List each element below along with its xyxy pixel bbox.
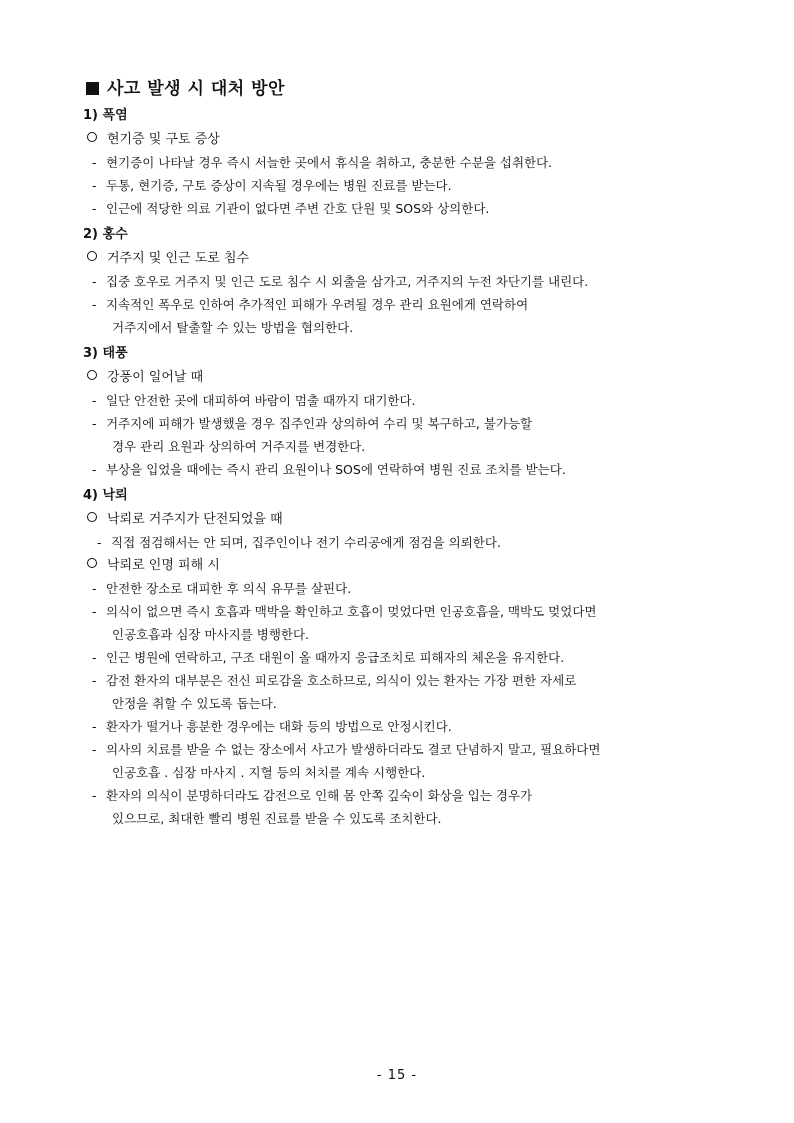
black-square-bullet-icon [86, 82, 99, 95]
item-text: 두통, 현기증, 구토 증상이 지속될 경우에는 병원 진료를 받는다. [106, 178, 452, 193]
item-text: 안전한 장소로 대피한 후 의식 유무를 살핀다. [106, 581, 352, 596]
dash-bullet: - [92, 201, 97, 216]
item-text: 직접 점검해서는 안 되며, 집주인이나 전기 수리공에게 점검을 의뢰한다. [111, 535, 501, 550]
item-text: 거주지에 피해가 발생했을 경우 집주인과 상의하여 수리 및 복구하고, 불가능할 [106, 416, 533, 431]
list-item [82, 715, 732, 738]
item-text: 환자가 떨거나 흥분한 경우에는 대화 등의 방법으로 안정시킨다. [106, 719, 452, 734]
list-item [82, 270, 732, 293]
topic-heading [82, 128, 732, 151]
section-title: 1) 폭염 [83, 108, 128, 123]
item-text-continuation: 거주지에서 탈출할 수 있는 방법을 협의한다. [112, 320, 354, 335]
item-text: 현기증이 나타날 경우 즉시 서늘한 곳에서 휴식을 취하고, 충분한 수분을 섭취한다. [106, 155, 553, 170]
item-text: 의사의 치료를 받을 수 없는 장소에서 사고가 발생하더라도 결코 단념하지 말고, 필요하다면 [106, 742, 601, 757]
dash-bullet: - [92, 297, 97, 312]
list-item [82, 458, 732, 481]
list-item [82, 197, 732, 220]
topic-label: 강풍이 일어날 때 [107, 370, 204, 385]
item-text-continuation: 인공호흡 . 심장 마사지 . 지혈 등의 처치를 계속 시행한다. [112, 765, 426, 780]
dash-bullet: - [92, 719, 97, 734]
topic-label: 현기증 및 구토 증상 [107, 132, 220, 147]
item-text: 감전 환자의 대부분은 전신 피로감을 호소하므로, 의식이 있는 환자는 가장 편한 자세로 [106, 673, 577, 688]
list-item [82, 646, 732, 669]
list-item [82, 600, 732, 646]
item-text-continuation: 있으므로, 최대한 빨리 병원 진료를 받을 수 있도록 조치한다. [112, 811, 442, 826]
topic-label: 낙뢰로 거주지가 단전되었을 때 [107, 512, 283, 527]
circle-bullet-icon [87, 251, 97, 261]
dash-bullet: - [92, 462, 97, 477]
list-item [82, 577, 732, 600]
section-title: 3) 태풍 [83, 346, 128, 361]
item-text-continuation: 안정을 취할 수 있도록 돕는다. [112, 696, 277, 711]
dash-bullet: - [92, 581, 97, 596]
disaster-section [82, 484, 732, 830]
dash-bullet: - [92, 274, 97, 289]
dash-bullet: - [92, 742, 97, 757]
disaster-section [82, 223, 732, 339]
list-item [82, 151, 732, 174]
dash-bullet: - [92, 788, 97, 803]
item-text: 환자의 의식이 분명하더라도 감전으로 인해 몸 안쪽 깊숙이 화상을 입는 경우가 [106, 788, 533, 803]
list-item [82, 738, 732, 784]
section-title: 2) 홍수 [83, 227, 128, 242]
item-text-continuation: 인공호흡과 심장 마사지를 병행한다. [112, 627, 310, 642]
item-text: 일단 안전한 곳에 대피하여 바람이 멈출 때까지 대기한다. [106, 393, 416, 408]
section-heading [86, 74, 285, 99]
list-item [82, 531, 732, 554]
list-item [82, 293, 732, 339]
topic-heading [82, 366, 732, 389]
disaster-section [82, 104, 732, 220]
item-text: 인근에 적당한 의료 기관이 없다면 주변 간호 단원 및 SOS와 상의한다. [106, 201, 490, 216]
dash-bullet: - [97, 535, 102, 550]
section-title: 4) 낙뢰 [83, 488, 128, 503]
disaster-section [82, 342, 732, 481]
item-text-continuation: 경우 관리 요원과 상의하여 거주지를 변경한다. [112, 439, 366, 454]
topic-heading [82, 554, 732, 577]
list-item [82, 389, 732, 412]
list-item [82, 174, 732, 197]
circle-bullet-icon [87, 558, 97, 568]
dash-bullet: - [92, 155, 97, 170]
topic-label: 거주지 및 인근 도로 침수 [107, 251, 250, 266]
topic-label: 낙뢰로 인명 피해 시 [107, 558, 220, 573]
circle-bullet-icon [87, 512, 97, 522]
page-number: - 15 - [376, 1068, 418, 1083]
dash-bullet: - [92, 604, 97, 619]
list-item [82, 669, 732, 715]
item-text: 부상을 입었을 때에는 즉시 관리 요원이나 SOS에 연락하여 병원 진료 조치를 받는다. [106, 462, 566, 477]
circle-bullet-icon [87, 132, 97, 142]
list-item [82, 784, 732, 830]
topic-heading [82, 508, 732, 531]
item-text: 의식이 없으면 즉시 호흡과 맥박을 확인하고 호흡이 멎었다면 인공호흡을, 맥박도 멎었다면 [106, 604, 597, 619]
dash-bullet: - [92, 416, 97, 431]
heading-text: 사고 발생 시 대처 방안 [107, 79, 285, 99]
dash-bullet: - [92, 393, 97, 408]
item-text: 집중 호우로 거주지 및 인근 도로 침수 시 외출을 삼가고, 거주지의 누전 차단기를 내린다. [106, 274, 589, 289]
list-item [82, 412, 732, 458]
topic-heading [82, 247, 732, 270]
dash-bullet: - [92, 650, 97, 665]
dash-bullet: - [92, 178, 97, 193]
document-body [82, 104, 732, 830]
item-text: 인근 병원에 연락하고, 구조 대원이 올 때까지 응급조치로 피해자의 체온을 유지한다. [106, 650, 565, 665]
dash-bullet: - [92, 673, 97, 688]
circle-bullet-icon [87, 370, 97, 380]
item-text: 지속적인 폭우로 인하여 추가적인 피해가 우려될 경우 관리 요원에게 연락하여 [106, 297, 529, 312]
